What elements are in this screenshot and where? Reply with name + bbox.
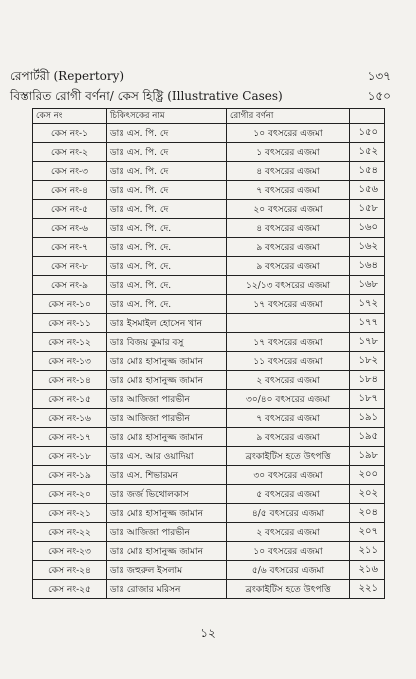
table-row (33, 143, 385, 162)
patient-description: ২ বৎসরের এজমা (227, 371, 350, 390)
page-number-cell: ১৮৪ (350, 371, 385, 390)
doctor-name: ডাঃ ইসমাইল হোসেন খান (107, 314, 227, 333)
table-row (33, 124, 385, 143)
case-number: কেস নং-১৭ (33, 428, 107, 447)
patient-description: ৪ বৎসরের এজমা (227, 162, 350, 181)
case-number: কেস নং-২৩ (33, 542, 107, 561)
header-doctor-name: চিকিৎসকের নাম (107, 109, 227, 124)
repertory-label: রেপার্টরী (Repertory) (10, 69, 125, 83)
page-number-cell: ১৬৪ (350, 257, 385, 276)
patient-description: ৪/৫ বৎসরের এজমা (227, 504, 350, 523)
patient-description: ৫ বৎসরের এজমা (227, 485, 350, 504)
table-row (33, 257, 385, 276)
header-case-no: কেস নং (33, 109, 107, 124)
doctor-name: ডাঃ এস. পি. দে (107, 200, 227, 219)
case-number: কেস নং-২৪ (33, 561, 107, 580)
doctor-name: ডাঃ মোঃ হাসানুজ্জ জামান (107, 428, 227, 447)
patient-description: ৩০ বৎসরের এজমা (227, 466, 350, 485)
case-number: কেস নং-২৫ (33, 580, 107, 599)
page-number-cell: ১৬০ (350, 219, 385, 238)
doctor-name: ডাঃ মোঃ হাসানুজ্জ জামান (107, 352, 227, 371)
doctor-name: ডাঃ বিজয় কুমার বসু (107, 333, 227, 352)
case-number: কেস নং-১৩ (33, 352, 107, 371)
case-number: কেস নং-১০ (33, 295, 107, 314)
case-number: কেস নং-২২ (33, 523, 107, 542)
table-row (33, 390, 385, 409)
table-row (33, 276, 385, 295)
doctor-name: ডাঃ আজিজা পারভীন (107, 390, 227, 409)
patient-description: ৯ বৎসরের এজমা (227, 428, 350, 447)
case-number: কেস নং-১৫ (33, 390, 107, 409)
case-number: কেস নং-১১ (33, 314, 107, 333)
case-number: কেস নং-১৮ (33, 447, 107, 466)
page-number-cell: ১৯১ (350, 409, 385, 428)
case-number: কেস নং-১২ (33, 333, 107, 352)
illustrative-cases-label: বিস্তারিত রোগী বর্ণনা/ কেস হিষ্ট্রি (Illustrative Cases) (10, 89, 283, 103)
doctor-name: ডাঃ এস. শিভারমন (107, 466, 227, 485)
case-number: কেস নং-২০ (33, 485, 107, 504)
patient-description: ৫/৬ বৎসরের এজমা (227, 561, 350, 580)
doctor-name: ডাঃ আজিজা পারভীন (107, 409, 227, 428)
illustrative-cases-line (10, 88, 395, 108)
doctor-name: ডাঃ এস. আর ওয়াদিয়া (107, 447, 227, 466)
page-number-cell: ১৭২ (350, 295, 385, 314)
case-number: কেস নং-২ (33, 143, 107, 162)
page-number-cell: ১৬২ (350, 238, 385, 257)
patient-description: ৩০/৪০ বৎসরের এজমা (227, 390, 350, 409)
doctor-name: ডাঃ এস. পি. দে (107, 181, 227, 200)
table-row (33, 371, 385, 390)
table-row (33, 352, 385, 371)
page-number-cell: ২২১ (350, 580, 385, 599)
case-number: কেস নং-৫ (33, 200, 107, 219)
doctor-name: ডাঃ এস. পি. দে (107, 143, 227, 162)
doctor-name: ডাঃ এস. পি. দে. (107, 276, 227, 295)
page-number-cell: ২১৬ (350, 561, 385, 580)
patient-description: ৭ বৎসরের এজমা (227, 181, 350, 200)
case-number: কেস নং-৬ (33, 219, 107, 238)
patient-description: ১৭ বৎসরের এজমা (227, 333, 350, 352)
case-number: কেস নং-১৬ (33, 409, 107, 428)
case-number: কেস নং-৭ (33, 238, 107, 257)
page-number-cell: ১৬৮ (350, 276, 385, 295)
case-number: কেস নং-১৯ (33, 466, 107, 485)
doctor-name: ডাঃ মোঃ হাসানুজ্জ জামান (107, 371, 227, 390)
case-rows (33, 124, 385, 599)
header-page (350, 109, 385, 124)
doctor-name: ডাঃ মোঃ হাসানুজ্জ জামান (107, 504, 227, 523)
page-number-cell: ২১১ (350, 542, 385, 561)
table-row (33, 181, 385, 200)
case-number: কেস নং-৯ (33, 276, 107, 295)
patient-description: ৪ বৎসরের এজমা (227, 219, 350, 238)
repertory-line (10, 68, 395, 88)
doctor-name: ডাঃ আজিজা পারভীন (107, 523, 227, 542)
table-row (33, 580, 385, 599)
doctor-name: ডাঃ এস. পি. দে (107, 124, 227, 143)
page-number-cell: ১৫৮ (350, 200, 385, 219)
case-number: কেস নং-২১ (33, 504, 107, 523)
table-row (33, 485, 385, 504)
page-number-cell: ২০৭ (350, 523, 385, 542)
case-number: কেস নং-৮ (33, 257, 107, 276)
page-number-cell: ২০২ (350, 485, 385, 504)
doctor-name: ডাঃ এস. পি. দে. (107, 219, 227, 238)
repertory-page: ১৩৭ (367, 69, 391, 83)
patient-description: ব্রংকাইটিস হতে উৎপত্তি (227, 580, 350, 599)
table-row (33, 333, 385, 352)
page-number-cell: ২০০ (350, 466, 385, 485)
table-row (33, 542, 385, 561)
page-number-cell: ১৯৮ (350, 447, 385, 466)
table-row (33, 238, 385, 257)
patient-description: ব্রংকাইটিস হতে উৎপত্তি (227, 447, 350, 466)
doctor-name: ডাঃ রোজার মরিসন (107, 580, 227, 599)
table-row (33, 561, 385, 580)
page-number-cell: ১৫০ (350, 124, 385, 143)
case-number: কেস নং-১ (33, 124, 107, 143)
patient-description: ১১ বৎসরের এজমা (227, 352, 350, 371)
page-number-cell: ১৫৪ (350, 162, 385, 181)
doctor-name: ডাঃ এস. পি. দে. (107, 257, 227, 276)
page-number: ১২ (200, 626, 216, 640)
patient-description: ১০ বৎসরের এজমা (227, 124, 350, 143)
patient-description: ২ বৎসরের এজমা (227, 523, 350, 542)
patient-description: ৭ বৎসরের এজমা (227, 409, 350, 428)
page-number-cell: ২০৪ (350, 504, 385, 523)
table-header-row (33, 109, 385, 124)
header-patient-description: রোগীর বর্ণনা (227, 109, 350, 124)
page-number-cell: ১৮৭ (350, 390, 385, 409)
page-number-cell: ১৯৫ (350, 428, 385, 447)
case-number: কেস নং-১৪ (33, 371, 107, 390)
table-row (33, 314, 385, 333)
table-row (33, 523, 385, 542)
page-number-cell: ১৫২ (350, 143, 385, 162)
patient-description: ১৭ বৎসরের এজমা (227, 295, 350, 314)
patient-description: ১২/১৩ বৎসরের এজমা (227, 276, 350, 295)
doctor-name: ডাঃ জহুরুল ইসলাম (107, 561, 227, 580)
case-number: কেস নং-৩ (33, 162, 107, 181)
table-row (33, 409, 385, 428)
patient-description: ১০ বৎসরের এজমা (227, 542, 350, 561)
patient-description: ১ বৎসরের এজমা (227, 143, 350, 162)
patient-description: ২০ বৎসরের এজমা (227, 200, 350, 219)
page-number-cell: ১৫৬ (350, 181, 385, 200)
illustrative-cases-page: ১৫০ (367, 89, 391, 103)
table-row (33, 504, 385, 523)
table-row (33, 200, 385, 219)
patient-description (227, 314, 350, 333)
patient-description: ৯ বৎসরের এজমা (227, 257, 350, 276)
patient-description: ৯ বৎসরের এজমা (227, 238, 350, 257)
doctor-name: ডাঃ এস. পি. দে. (107, 238, 227, 257)
table-row (33, 428, 385, 447)
doctor-name: ডাঃ এস. পি. দে. (107, 295, 227, 314)
table-row (33, 466, 385, 485)
page-number-cell: ১৭৮ (350, 333, 385, 352)
page-number-cell: ১৭৭ (350, 314, 385, 333)
doctor-name: ডাঃ এস. পি. দে (107, 162, 227, 181)
table-row (33, 295, 385, 314)
table-row (33, 447, 385, 466)
page-number-cell: ১৮২ (350, 352, 385, 371)
case-number: কেস নং-৪ (33, 181, 107, 200)
doctor-name: ডাঃ জর্জ ভিথোলকাস (107, 485, 227, 504)
table-row (33, 219, 385, 238)
doctor-name: ডাঃ মোঃ হাসানুজ্জ জামান (107, 542, 227, 561)
case-table (32, 108, 385, 599)
table-row (33, 162, 385, 181)
